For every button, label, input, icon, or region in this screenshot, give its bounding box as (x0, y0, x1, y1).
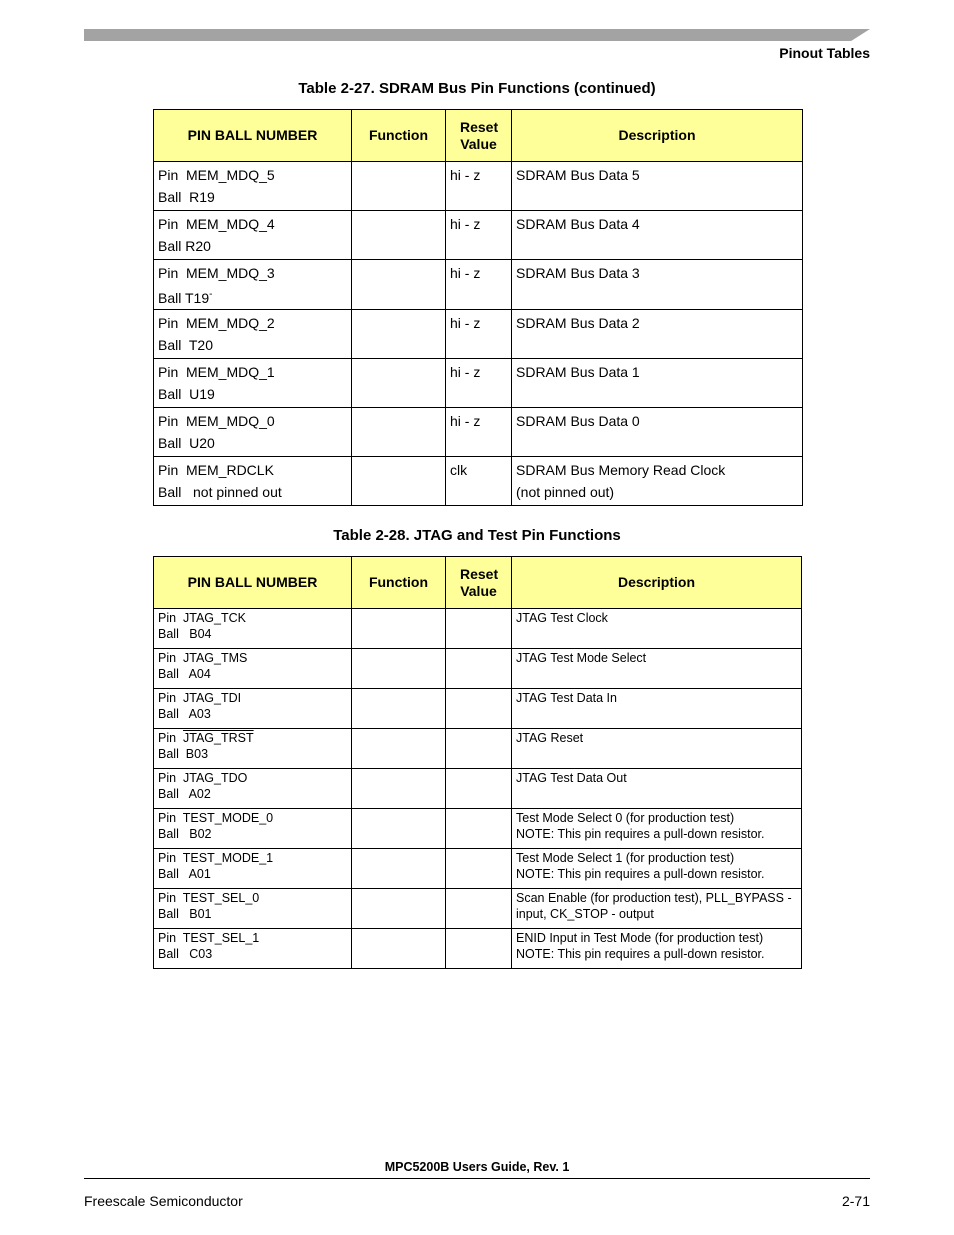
footer-divider (84, 1178, 870, 1179)
ball-text: Ball T19 (158, 290, 210, 306)
pin-signal-name: JTAG_TRST (183, 731, 254, 745)
table-row (154, 310, 803, 359)
pin-name (158, 731, 347, 747)
pin-signal-name: JTAG_TDO (183, 771, 248, 785)
pin-ball-cell (154, 729, 352, 769)
ball-location (158, 284, 347, 309)
description-line: JTAG Test Mode Select (516, 651, 647, 665)
description-cell (512, 889, 802, 929)
function-cell (352, 408, 446, 457)
pin-signal-name: TEST_SEL_0 (182, 891, 260, 905)
ball-location (158, 383, 347, 405)
reset-value-cell (446, 929, 512, 969)
pin-ball-cell (154, 211, 352, 260)
pin-name (158, 811, 347, 827)
description-line: Test Mode Select 0 (for production test) (516, 811, 735, 825)
description-line: Test Mode Select 1 (for production test) (516, 851, 735, 865)
description-cell (512, 211, 803, 260)
function-cell (352, 211, 446, 260)
description-line: input, CK_STOP - output (516, 906, 654, 921)
table-row (154, 260, 803, 310)
function-cell (352, 162, 446, 211)
ball-text: Ball R19 (158, 189, 215, 205)
pin-ball-cell (154, 162, 352, 211)
pin-ball-cell (154, 359, 352, 408)
reset-value-cell: hi - z (446, 408, 512, 457)
ball-location: Ball A03 (158, 706, 211, 721)
table-row (154, 359, 803, 408)
reset-value-cell (446, 609, 512, 649)
table-row (154, 889, 802, 929)
function-cell (352, 729, 446, 769)
pin-ball-cell (154, 310, 352, 359)
column-header-reset: Reset Value (446, 557, 512, 609)
description-line: JTAG Reset (516, 731, 584, 745)
reset-value-cell: hi - z (446, 310, 512, 359)
table-title: Table 2-28. JTAG and Test Pin Functions (333, 527, 621, 544)
description-cell (512, 849, 802, 889)
table-row (154, 649, 802, 689)
pin-name: Pin MEM_MDQ_2 (158, 315, 275, 331)
description-cell (512, 929, 802, 969)
pin-prefix: Pin (158, 811, 183, 825)
description-cell (512, 609, 802, 649)
reset-value-cell: hi - z (446, 260, 512, 310)
table-row (154, 689, 802, 729)
pin-prefix: Pin (158, 651, 184, 665)
description-cell (512, 162, 803, 211)
description-line: NOTE: This pin requires a pull-down resistor. (516, 866, 765, 881)
ball-text: Ball R20 (158, 238, 211, 254)
pin-ball-cell (154, 929, 352, 969)
column-header-description: Description (512, 557, 802, 609)
reset-value-cell (446, 729, 512, 769)
pin-prefix: Pin (158, 731, 184, 745)
ball-location (158, 334, 347, 356)
header-bar (84, 29, 870, 41)
column-header-function: Function (352, 557, 446, 609)
pin-name: Pin MEM_MDQ_0 (158, 413, 275, 429)
pin-signal-name: JTAG_TMS (183, 651, 248, 665)
table-row (154, 457, 803, 506)
ball-location (158, 481, 347, 503)
description-line: SDRAM Bus Memory Read Clock (516, 462, 726, 478)
description-cell (512, 408, 803, 457)
description-line: SDRAM Bus Data 2 (516, 315, 640, 331)
column-header-reset: Reset Value (446, 110, 512, 162)
ball-mark: - (209, 289, 213, 300)
table-row (154, 769, 802, 809)
table-row (154, 408, 803, 457)
pin-prefix: Pin (158, 771, 184, 785)
pin-prefix: Pin (158, 611, 184, 625)
function-cell (352, 649, 446, 689)
ball-location (158, 235, 347, 257)
pin-ball-cell (154, 649, 352, 689)
pin-ball-cell (154, 849, 352, 889)
function-cell (352, 849, 446, 889)
reset-value-cell (446, 689, 512, 729)
ball-text: Ball T20 (158, 337, 213, 353)
pin-prefix: Pin (158, 891, 183, 905)
sdram-pin-table (153, 109, 803, 506)
description-cell (512, 310, 803, 359)
function-cell (352, 457, 446, 506)
ball-location: Ball A01 (158, 866, 211, 881)
pin-name (158, 651, 347, 667)
pin-name (158, 771, 347, 787)
table-row (154, 211, 803, 260)
table-row (154, 609, 802, 649)
description-line: JTAG Test Clock (516, 611, 608, 625)
table-row (154, 929, 802, 969)
description-line: SDRAM Bus Data 3 (516, 265, 640, 281)
description-line: SDRAM Bus Data 0 (516, 413, 640, 429)
table-row (154, 729, 802, 769)
ball-location: Ball B04 (158, 626, 212, 641)
reset-value-cell (446, 649, 512, 689)
description-line: SDRAM Bus Data 4 (516, 216, 640, 232)
description-cell (512, 729, 802, 769)
reset-value-cell (446, 889, 512, 929)
function-cell (352, 310, 446, 359)
function-cell (352, 769, 446, 809)
page-number: 2-71 (841, 1193, 870, 1209)
function-cell (352, 889, 446, 929)
pin-name: Pin MEM_MDQ_5 (158, 167, 275, 183)
pin-signal-name: TEST_SEL_1 (182, 931, 260, 945)
description-line: SDRAM Bus Data 1 (516, 364, 640, 380)
pin-signal-name: JTAG_TCK (183, 611, 246, 625)
description-cell (512, 359, 803, 408)
reset-value-cell: hi - z (446, 162, 512, 211)
description-cell (512, 457, 803, 506)
ball-location: Ball B01 (158, 906, 212, 921)
pin-name (158, 691, 347, 707)
ball-location: Ball B02 (158, 826, 212, 841)
description-line: NOTE: This pin requires a pull-down resistor. (516, 946, 765, 961)
ball-location: Ball A02 (158, 786, 211, 801)
pin-ball-cell (154, 689, 352, 729)
description-cell (512, 809, 802, 849)
table-row (154, 162, 803, 211)
pin-signal-name: TEST_MODE_1 (182, 851, 274, 865)
document-title: MPC5200B Users Guide, Rev. 1 (384, 1160, 570, 1174)
description-cell (512, 769, 802, 809)
reset-value-cell (446, 769, 512, 809)
ball-text: Ball not pinned out (158, 484, 282, 500)
table-row (154, 849, 802, 889)
description-line: ENID Input in Test Mode (for production test) (516, 931, 764, 945)
column-header-function: Function (352, 110, 446, 162)
reset-value-cell: clk (446, 457, 512, 506)
pin-name (158, 931, 347, 947)
pin-signal-name: TEST_MODE_0 (182, 811, 274, 825)
function-cell (352, 260, 446, 310)
pin-name (158, 891, 347, 907)
description-line: JTAG Test Data In (516, 691, 617, 705)
company-name: Freescale Semiconductor (84, 1193, 243, 1209)
description-cell (512, 260, 803, 310)
pin-name: Pin MEM_MDQ_3 (158, 265, 275, 281)
description-line: SDRAM Bus Data 5 (516, 167, 640, 183)
function-cell (352, 359, 446, 408)
reset-value-cell: hi - z (446, 211, 512, 260)
column-header-pin: PIN BALL NUMBER (154, 110, 352, 162)
ball-location: Ball C03 (158, 946, 213, 961)
pin-ball-cell (154, 408, 352, 457)
pin-name: Pin MEM_MDQ_4 (158, 216, 275, 232)
description-line: (not pinned out) (516, 484, 615, 500)
ball-location (158, 186, 347, 208)
pin-prefix: Pin (158, 851, 183, 865)
pin-ball-cell (154, 457, 352, 506)
pin-ball-cell (154, 609, 352, 649)
description-cell (512, 689, 802, 729)
ball-text: Ball U20 (158, 435, 215, 451)
ball-location (158, 432, 347, 454)
reset-value-cell (446, 849, 512, 889)
ball-location: Ball A04 (158, 666, 211, 681)
function-cell (352, 609, 446, 649)
pin-name: Pin MEM_RDCLK (158, 462, 274, 478)
pin-ball-cell (154, 809, 352, 849)
section-header: Pinout Tables (779, 45, 870, 61)
function-cell (352, 689, 446, 729)
table-row (154, 809, 802, 849)
ball-location: Ball B03 (158, 746, 209, 761)
column-header-pin: PIN BALL NUMBER (154, 557, 352, 609)
function-cell (352, 929, 446, 969)
ball-text: Ball U19 (158, 386, 215, 402)
jtag-pin-table (153, 556, 802, 969)
pin-ball-cell (154, 769, 352, 809)
description-line: Scan Enable (for production test), PLL_BYPASS - (516, 891, 792, 905)
table-title: Table 2-27. SDRAM Bus Pin Functions (continued) (298, 80, 656, 97)
reset-value-cell (446, 809, 512, 849)
description-line: NOTE: This pin requires a pull-down resistor. (516, 826, 765, 841)
pin-prefix: Pin (158, 931, 183, 945)
description-line: JTAG Test Data Out (516, 771, 627, 785)
pin-signal-name: JTAG_TDI (183, 691, 242, 705)
column-header-description: Description (512, 110, 803, 162)
pin-prefix: Pin (158, 691, 184, 705)
pin-ball-cell (154, 889, 352, 929)
pin-name (158, 611, 347, 627)
pin-ball-cell (154, 260, 352, 310)
reset-value-cell: hi - z (446, 359, 512, 408)
pin-name: Pin MEM_MDQ_1 (158, 364, 275, 380)
pin-name (158, 851, 347, 867)
table-header-row (154, 557, 802, 609)
description-cell (512, 649, 802, 689)
function-cell (352, 809, 446, 849)
table-header-row (154, 110, 803, 162)
